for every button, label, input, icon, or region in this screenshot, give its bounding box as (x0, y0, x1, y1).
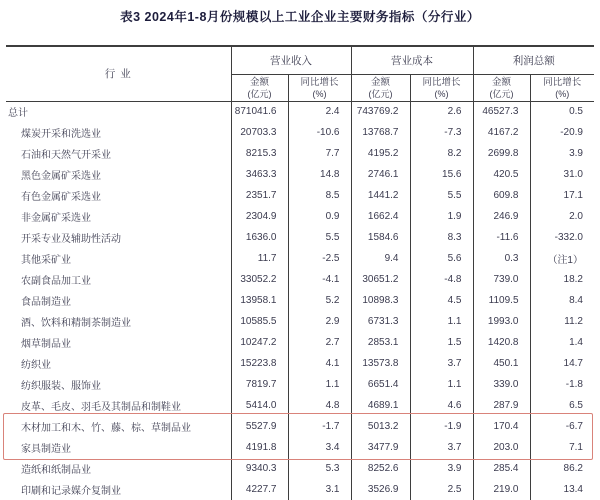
industry-name-cell: 食品制造业 (6, 290, 231, 311)
industry-name-cell: 烟草制品业 (6, 332, 231, 353)
revenue-amount-cell: 33052.2 (231, 269, 288, 290)
profit-growth-cell: 7.1 (530, 437, 594, 458)
revenue-growth-cell: -2.5 (288, 248, 351, 269)
cost-growth-cell: 3.9 (410, 458, 473, 479)
profit-amount-cell: 0.3 (473, 248, 530, 269)
revenue-growth-cell: 14.8 (288, 164, 351, 185)
column-group-operating-revenue: 营业收入 (231, 46, 351, 74)
cost-amount-cell: 30651.2 (351, 269, 410, 290)
cost-amount-cell: 5013.2 (351, 416, 410, 437)
table-row (6, 437, 594, 458)
profit-growth-cell: 14.7 (530, 353, 594, 374)
subheader-revenue-amount: 金额 (亿元) (231, 74, 288, 101)
cost-growth-cell: 2.5 (410, 479, 473, 500)
cost-amount-cell: 3477.9 (351, 437, 410, 458)
profit-growth-cell: 31.0 (530, 164, 594, 185)
profit-growth-cell: -332.0 (530, 227, 594, 248)
revenue-growth-cell: 8.5 (288, 185, 351, 206)
profit-amount-cell: 246.9 (473, 206, 530, 227)
profit-amount-cell: -11.6 (473, 227, 530, 248)
table-row (6, 185, 594, 206)
table-header (6, 46, 594, 101)
revenue-growth-cell: -10.6 (288, 122, 351, 143)
revenue-growth-cell: 7.7 (288, 143, 351, 164)
profit-growth-cell: 18.2 (530, 269, 594, 290)
revenue-growth-cell: 3.4 (288, 437, 351, 458)
cost-growth-cell: -7.3 (410, 122, 473, 143)
cost-amount-cell: 1584.6 (351, 227, 410, 248)
cost-amount-cell: 8252.6 (351, 458, 410, 479)
industry-name-cell: 纺织服装、服饰业 (6, 374, 231, 395)
cost-growth-cell: 5.6 (410, 248, 473, 269)
table-row (6, 311, 594, 332)
revenue-amount-cell: 1636.0 (231, 227, 288, 248)
profit-amount-cell: 339.0 (473, 374, 530, 395)
industry-name-cell: 开采专业及辅助性活动 (6, 227, 231, 248)
cost-growth-cell: -4.8 (410, 269, 473, 290)
revenue-amount-cell: 2304.9 (231, 206, 288, 227)
financial-indicators-table (6, 45, 594, 500)
profit-growth-cell: 3.9 (530, 143, 594, 164)
industry-name-cell: 皮革、毛皮、羽毛及其制品和制鞋业 (6, 395, 231, 416)
subheader-cost-amount: 金额 (亿元) (351, 74, 410, 101)
cost-growth-cell: -1.9 (410, 416, 473, 437)
revenue-amount-cell: 10247.2 (231, 332, 288, 353)
industry-name-cell: 农副食品加工业 (6, 269, 231, 290)
revenue-growth-cell: 2.7 (288, 332, 351, 353)
table-row (6, 479, 594, 500)
revenue-growth-cell: 4.1 (288, 353, 351, 374)
table-row (6, 122, 594, 143)
industry-name-cell: 其他采矿业 (6, 248, 231, 269)
revenue-amount-cell: 10585.5 (231, 311, 288, 332)
industry-name-cell: 印刷和记录媒介复制业 (6, 479, 231, 500)
table-row (6, 416, 594, 437)
subheader-profit-amount: 金额 (亿元) (473, 74, 530, 101)
cost-amount-cell: 1662.4 (351, 206, 410, 227)
table-row (6, 143, 594, 164)
revenue-amount-cell: 11.7 (231, 248, 288, 269)
revenue-growth-cell: 4.8 (288, 395, 351, 416)
revenue-amount-cell: 15223.8 (231, 353, 288, 374)
profit-amount-cell: 46527.3 (473, 101, 530, 122)
profit-amount-cell: 285.4 (473, 458, 530, 479)
revenue-growth-cell: -4.1 (288, 269, 351, 290)
profit-amount-cell: 739.0 (473, 269, 530, 290)
profit-growth-cell: 6.5 (530, 395, 594, 416)
column-group-total-profit: 利润总额 (473, 46, 594, 74)
cost-growth-cell: 1.1 (410, 311, 473, 332)
profit-growth-cell: 86.2 (530, 458, 594, 479)
industry-name-cell: 木材加工和木、竹、藤、棕、草制品业 (6, 416, 231, 437)
profit-amount-cell: 1109.5 (473, 290, 530, 311)
industry-name-cell: 家具制造业 (6, 437, 231, 458)
cost-amount-cell: 6731.3 (351, 311, 410, 332)
profit-amount-cell: 203.0 (473, 437, 530, 458)
cost-amount-cell: 2746.1 (351, 164, 410, 185)
profit-growth-cell: -1.8 (530, 374, 594, 395)
profit-amount-cell: 450.1 (473, 353, 530, 374)
industry-name-cell: 总计 (6, 101, 231, 122)
profit-amount-cell: 4167.2 (473, 122, 530, 143)
revenue-growth-cell: 0.9 (288, 206, 351, 227)
revenue-amount-cell: 871041.6 (231, 101, 288, 122)
table-row (6, 269, 594, 290)
cost-amount-cell: 13768.7 (351, 122, 410, 143)
revenue-amount-cell: 4227.7 (231, 479, 288, 500)
revenue-growth-cell: 2.9 (288, 311, 351, 332)
cost-amount-cell: 3526.9 (351, 479, 410, 500)
industry-name-cell: 黑色金属矿采选业 (6, 164, 231, 185)
industry-name-cell: 造纸和纸制品业 (6, 458, 231, 479)
table-row (6, 395, 594, 416)
cost-amount-cell: 2853.1 (351, 332, 410, 353)
table-row (6, 374, 594, 395)
cost-growth-cell: 1.5 (410, 332, 473, 353)
subheader-profit-growth: 同比增长 (%) (530, 74, 594, 101)
revenue-growth-cell: 5.3 (288, 458, 351, 479)
revenue-amount-cell: 13958.1 (231, 290, 288, 311)
table-row (6, 206, 594, 227)
cost-growth-cell: 8.2 (410, 143, 473, 164)
profit-growth-cell: 17.1 (530, 185, 594, 206)
profit-growth-cell: 0.5 (530, 101, 594, 122)
revenue-amount-cell: 3463.3 (231, 164, 288, 185)
revenue-amount-cell: 5527.9 (231, 416, 288, 437)
table-row (6, 458, 594, 479)
profit-growth-cell: 8.4 (530, 290, 594, 311)
profit-growth-cell: -20.9 (530, 122, 594, 143)
table-row (6, 290, 594, 311)
industry-name-cell: 煤炭开采和洗选业 (6, 122, 231, 143)
industry-name-cell: 非金属矿采选业 (6, 206, 231, 227)
revenue-amount-cell: 4191.8 (231, 437, 288, 458)
profit-growth-cell: 2.0 (530, 206, 594, 227)
revenue-amount-cell: 7819.7 (231, 374, 288, 395)
table-row (6, 101, 594, 122)
revenue-amount-cell: 5414.0 (231, 395, 288, 416)
cost-amount-cell: 4195.2 (351, 143, 410, 164)
profit-growth-cell: -6.7 (530, 416, 594, 437)
cost-growth-cell: 1.9 (410, 206, 473, 227)
cost-growth-cell: 8.3 (410, 227, 473, 248)
cost-growth-cell: 4.6 (410, 395, 473, 416)
revenue-growth-cell: 3.1 (288, 479, 351, 500)
cost-amount-cell: 4689.1 (351, 395, 410, 416)
cost-growth-cell: 15.6 (410, 164, 473, 185)
table-row (6, 227, 594, 248)
table-row (6, 248, 594, 269)
profit-growth-cell: （注1） (530, 248, 594, 269)
column-header-industry: 行 业 (6, 46, 231, 101)
revenue-growth-cell: -1.7 (288, 416, 351, 437)
industry-name-cell: 石油和天然气开采业 (6, 143, 231, 164)
cost-growth-cell: 1.1 (410, 374, 473, 395)
cost-growth-cell: 2.6 (410, 101, 473, 122)
profit-growth-cell: 13.4 (530, 479, 594, 500)
table-row (6, 353, 594, 374)
cost-amount-cell: 9.4 (351, 248, 410, 269)
profit-growth-cell: 1.4 (530, 332, 594, 353)
revenue-growth-cell: 1.1 (288, 374, 351, 395)
cost-growth-cell: 5.5 (410, 185, 473, 206)
subheader-revenue-growth: 同比增长 (%) (288, 74, 351, 101)
profit-growth-cell: 11.2 (530, 311, 594, 332)
revenue-growth-cell: 5.5 (288, 227, 351, 248)
cost-growth-cell: 3.7 (410, 353, 473, 374)
table-row (6, 164, 594, 185)
cost-amount-cell: 10898.3 (351, 290, 410, 311)
profit-amount-cell: 609.8 (473, 185, 530, 206)
revenue-amount-cell: 9340.3 (231, 458, 288, 479)
cost-amount-cell: 13573.8 (351, 353, 410, 374)
subheader-cost-growth: 同比增长 (%) (410, 74, 473, 101)
revenue-growth-cell: 2.4 (288, 101, 351, 122)
cost-amount-cell: 1441.2 (351, 185, 410, 206)
table-body (6, 101, 594, 500)
table-title: 表3 2024年1-8月份规模以上工业企业主要财务指标（分行业） (120, 10, 480, 24)
cost-amount-cell: 6651.4 (351, 374, 410, 395)
revenue-growth-cell: 5.2 (288, 290, 351, 311)
table-row (6, 332, 594, 353)
cost-amount-cell: 743769.2 (351, 101, 410, 122)
industry-name-cell: 纺织业 (6, 353, 231, 374)
profit-amount-cell: 420.5 (473, 164, 530, 185)
column-group-operating-cost: 营业成本 (351, 46, 473, 74)
industry-name-cell: 有色金属矿采选业 (6, 185, 231, 206)
cost-growth-cell: 3.7 (410, 437, 473, 458)
profit-amount-cell: 219.0 (473, 479, 530, 500)
profit-amount-cell: 287.9 (473, 395, 530, 416)
revenue-amount-cell: 20703.3 (231, 122, 288, 143)
profit-amount-cell: 2699.8 (473, 143, 530, 164)
revenue-amount-cell: 2351.7 (231, 185, 288, 206)
revenue-amount-cell: 8215.3 (231, 143, 288, 164)
cost-growth-cell: 4.5 (410, 290, 473, 311)
profit-amount-cell: 1420.8 (473, 332, 530, 353)
profit-amount-cell: 1993.0 (473, 311, 530, 332)
profit-amount-cell: 170.4 (473, 416, 530, 437)
industry-name-cell: 酒、饮料和精制茶制造业 (6, 311, 231, 332)
